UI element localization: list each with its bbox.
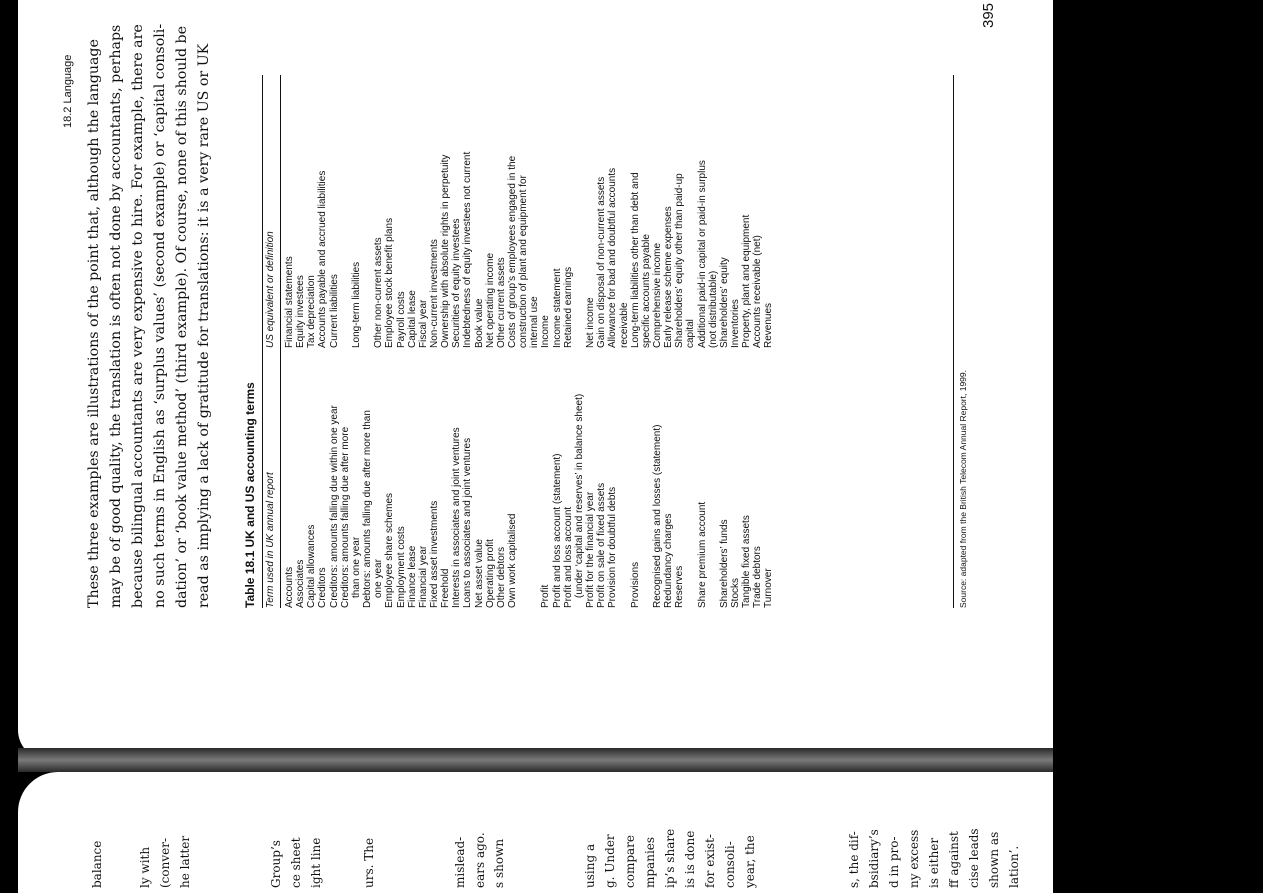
paragraph-line: read as implying a lack of gratitude for translations: it is a very rare US or UK <box>196 43 212 608</box>
table-cell-uk: Fixed asset investments <box>428 500 440 608</box>
table-cell-us: Costs of group’s employees engaged in the <box>507 155 518 348</box>
table-cell-us: Retained earnings <box>562 266 574 348</box>
previous-page-line: ny excess <box>907 829 921 888</box>
table-cell-us: internal use <box>529 296 541 348</box>
previous-page-line: is either <box>927 837 941 888</box>
table-cell-us: Allowance for bad and doubtful accounts <box>607 167 619 348</box>
table-cell-us: Shareholders’ equity other than paid-up <box>674 173 686 348</box>
table-cell-uk: Interests in associates and joint ventures <box>451 427 463 608</box>
previous-page-line: balance <box>90 840 104 888</box>
table-cell-uk: Own work capitalised <box>507 513 518 608</box>
previous-page-line: cise leads <box>967 828 981 888</box>
table-cell-us: Early release scheme expenses <box>663 206 675 348</box>
table-cell-us: Long-term liabilities other than debt and <box>629 172 641 348</box>
previous-page-line: d in pro- <box>887 836 901 888</box>
table-cell-us: Revenues <box>763 302 775 348</box>
previous-page-line: for exist- <box>703 834 717 888</box>
table-cell-us: Gain on disposal of non-current assets <box>596 176 608 348</box>
table-cell-us: construction of plant and equipment for <box>518 175 530 348</box>
table-cell-uk: Finance lease <box>406 545 418 608</box>
previous-page-line: g. Under <box>603 834 617 888</box>
table-cell-us: Accounts receivable (net) <box>752 235 764 348</box>
table-cell-us: Inventories <box>730 299 741 348</box>
table-cell-us: Tax depreciation <box>306 275 318 348</box>
previous-page-line: lation’. <box>1007 845 1021 888</box>
table-cell-us: Capital lease <box>406 290 418 348</box>
table-cell-us: Payroll costs <box>395 291 407 348</box>
previous-page-line: (conver- <box>158 837 172 888</box>
previous-page-line: bsidiary’s <box>867 829 881 888</box>
table-cell-uk: Shareholders’ funds <box>718 519 730 608</box>
page-number: 395 <box>980 2 997 28</box>
previous-page-line: s, the dif- <box>847 831 861 888</box>
table-cell-uk: Employment costs <box>395 526 407 608</box>
table-cell-uk: Net asset value <box>473 539 485 608</box>
table-cell-us: specific accounts payable <box>640 234 652 348</box>
previous-page-line: ce sheet <box>289 837 303 888</box>
table-cell-uk: Loans to associates and joint ventures <box>462 437 474 608</box>
table-cell-uk: than one year <box>350 536 362 598</box>
table-top-rule <box>262 75 263 608</box>
table-cell-uk: Financial year <box>417 545 429 608</box>
running-head: 18.2 Language <box>62 54 74 128</box>
table-bottom-rule <box>953 75 954 608</box>
table-cell-us: Additional paid-in capital or paid-in surplus <box>696 160 708 348</box>
table-cell-uk: Capital allowances <box>306 524 318 608</box>
table-cell-us: Fiscal year <box>417 299 429 348</box>
table-cell-uk: (under ‘capital and reserves’ in balance sheet) <box>573 393 585 598</box>
table-cell-us: Current liabilities <box>328 274 340 348</box>
table-cell-uk: Profit on sale of fixed assets <box>596 482 608 608</box>
previous-page-line: shown as <box>987 831 1001 888</box>
previous-page-line: using a <box>583 843 597 888</box>
paragraph-line: because bilingual accountants are very expensive to hire. For example, there are <box>130 24 146 608</box>
table-cell-uk: Creditors <box>317 567 329 608</box>
table-cell-us: Comprehensive income <box>651 242 663 348</box>
table-cell-us: Employee stock benefit plans <box>384 217 396 348</box>
table-title: Table 18.1 UK and US accounting terms <box>243 382 257 608</box>
table-cell-uk: Turnover <box>763 568 775 608</box>
previous-page-line: mpanies <box>643 836 657 888</box>
table-cell-uk: Stocks <box>730 577 741 608</box>
table-cell-us: receivable <box>618 302 630 348</box>
previous-page-line: ip’s share <box>663 828 677 888</box>
table-cell-uk: one year <box>373 559 385 598</box>
table-header-rule <box>280 75 281 608</box>
column-header-uk: Term used in UK annual report <box>265 472 276 608</box>
table-cell-uk: Tangible fixed assets <box>741 515 753 608</box>
previous-page-line: ight line <box>309 837 323 888</box>
table-cell-uk: Creditors: amounts falling due within one year <box>328 405 340 608</box>
previous-page-line: ly with <box>138 846 152 888</box>
previous-page-line: s shown <box>492 838 506 888</box>
table-cell-us: Accounts payable and accrued liabilities <box>317 170 329 348</box>
table-cell-uk: Provision for doubtful debts <box>607 486 619 608</box>
table-cell-us: Equity investees <box>295 275 307 348</box>
table-source-note: Source: adapted from the British Telecom Annual Report, 1999. <box>958 370 968 608</box>
table-cell-uk: Trade debtors <box>752 546 764 608</box>
table-cell-us: Long-term liabilities <box>350 261 362 348</box>
column-header-us: US equivalent or definition <box>265 231 276 348</box>
previous-page-line: is is done <box>683 830 697 888</box>
previous-page-line: ff against <box>947 831 961 888</box>
table-cell-us: (not distributable) <box>707 270 719 348</box>
table-cell-uk: Debtors: amounts falling due after more than <box>362 410 374 608</box>
table-cell-uk: Share premium account <box>696 501 708 608</box>
table-cell-us: Property, plant and equipment <box>741 214 753 348</box>
paragraph-line: dation’ or ‘book value method’ (third example). Of course, none of this should be <box>174 25 190 608</box>
table-cell-uk: Provisions <box>629 561 641 608</box>
table-cell-us: Other current assets <box>495 257 507 348</box>
previous-page-line: compare <box>623 835 637 888</box>
table-cell-uk: Freehold <box>440 568 452 608</box>
table-cell-us: Income <box>540 315 552 348</box>
table-cell-uk: Recognised gains and losses (statement) <box>651 424 663 608</box>
table-cell-us: Securities of equity investees <box>451 218 463 348</box>
table-cell-us: Book value <box>473 298 485 348</box>
table-cell-uk: Employee share schemes <box>384 492 396 608</box>
table-cell-uk: Profit <box>540 584 552 608</box>
previous-page-line: year, the <box>743 835 757 888</box>
paragraph-line: These three examples are illustrations of the point that, although the language <box>86 39 102 608</box>
previous-page-line: urs. The <box>362 837 376 888</box>
previous-page-line: consoli- <box>723 841 737 888</box>
table-cell-uk: Reserves <box>674 565 686 608</box>
table-cell-us: capital <box>685 319 697 348</box>
table-cell-us: Financial statements <box>284 256 295 348</box>
table-cell-uk: Operating profit <box>484 539 496 608</box>
previous-page-line: ears ago. <box>473 832 487 888</box>
table-cell-uk: Associates <box>295 559 307 608</box>
table-cell-us: Income statement <box>551 268 563 348</box>
table-cell-uk: Profit and loss account (statement) <box>551 453 563 608</box>
table-cell-uk: Redundancy charges <box>663 513 675 608</box>
previous-page-line: he latter <box>178 835 192 888</box>
table-cell-us: Net operating income <box>484 252 496 348</box>
table-cell-us: Indebtedness of equity investees not current <box>462 151 474 348</box>
table-cell-uk: Profit and loss account <box>562 506 574 608</box>
table-cell-us: Non-current investments <box>428 239 440 348</box>
table-cell-us: Ownership with absolute rights in perpetuity <box>440 154 452 348</box>
paragraph-line: may be of good quality, the translation is often not done by accountants, perhaps <box>108 24 124 608</box>
previous-page-line: Group’s <box>269 840 283 888</box>
paragraph-line: no such terms in English as ‘surplus values’ (second example) or ‘capital consoli- <box>152 23 168 608</box>
table-cell-uk: Accounts <box>284 566 295 608</box>
table-cell-uk: Creditors: amounts falling due after more <box>339 426 351 608</box>
table-cell-uk: Other debtors <box>495 546 507 608</box>
previous-page-line: mislead- <box>453 836 467 888</box>
table-cell-us: Shareholders’ equity <box>718 257 730 348</box>
table-cell-uk: Profit for the financial year <box>585 491 597 608</box>
table-cell-us: Net income <box>585 297 597 348</box>
table-cell-us: Other non-current assets <box>373 237 385 348</box>
